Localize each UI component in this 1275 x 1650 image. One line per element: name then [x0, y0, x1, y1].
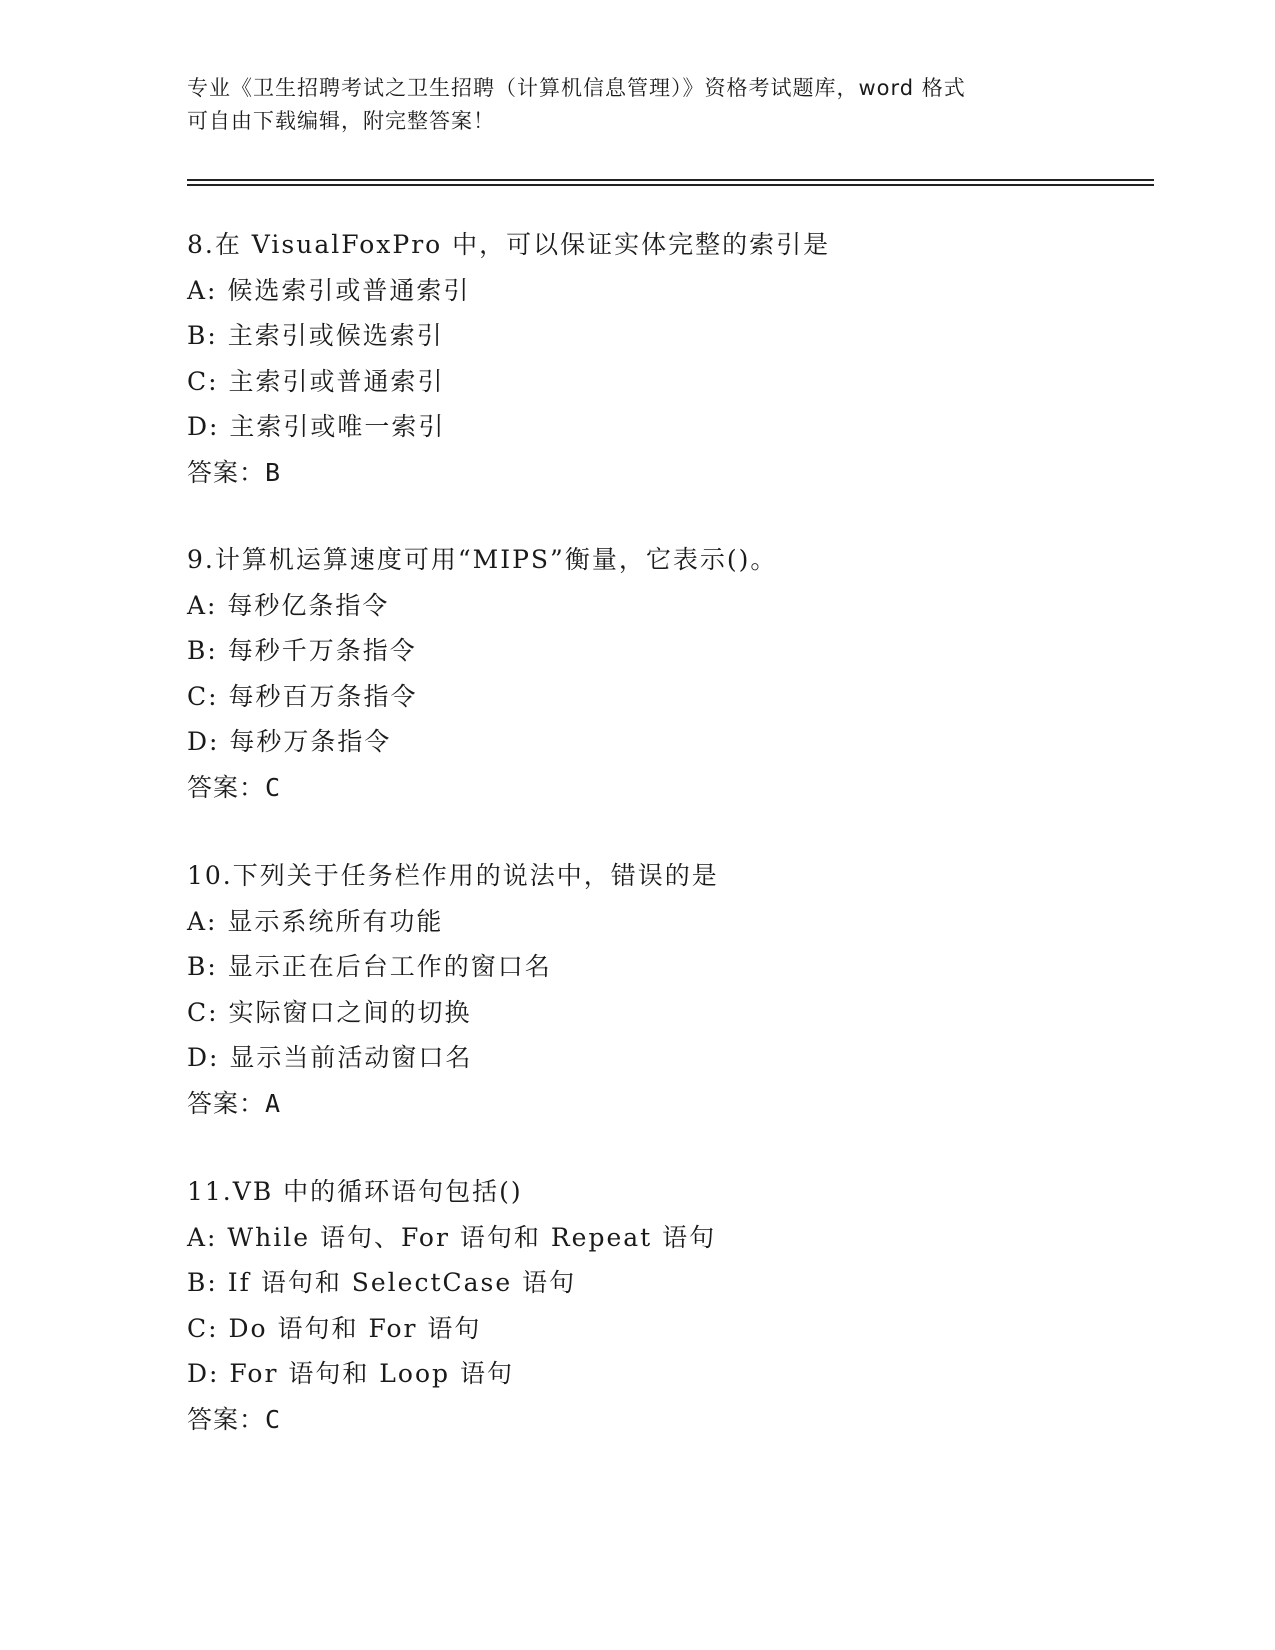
- answer-value: B: [265, 457, 282, 487]
- option-a: A: 每秒亿条指令: [187, 590, 390, 620]
- question-title: 11.VB 中的循环语句包括(): [187, 1177, 523, 1206]
- header-line-2: 可自由下载编辑，附完整答案！: [187, 109, 495, 133]
- option-d: D: 显示当前活动窗口名: [187, 1043, 473, 1072]
- option-b: B: 主索引或候选索引: [187, 321, 444, 350]
- question-9: [187, 537, 1147, 810]
- header-divider-bottom: [187, 184, 1154, 186]
- option-c: C: Do 语句和 For 语句: [187, 1313, 482, 1343]
- option-d: D: 每秒万条指令: [187, 727, 392, 756]
- answer-value: A: [265, 1088, 282, 1118]
- question-8: [187, 222, 1147, 495]
- header-line-1: 专业《卫生招聘考试之卫生招聘（计算机信息管理）》资格考试题库，word 格式: [187, 76, 966, 100]
- option-a: A: While 语句、For 语句和 Repeat 语句: [187, 1222, 717, 1252]
- question-11: [187, 1169, 1147, 1442]
- question-title: 8.在 VisualFoxPro 中，可以保证实体完整的索引是: [187, 230, 831, 259]
- answer-label: 答案：: [187, 1404, 266, 1434]
- option-c: C: 实际窗口之间的切换: [187, 997, 472, 1027]
- document-header: [187, 72, 1087, 138]
- answer-label: 答案：: [187, 772, 266, 802]
- question-title: 10.下列关于任务栏作用的说法中，错误的是: [187, 861, 719, 890]
- option-d: D: For 语句和 Loop 语句: [187, 1359, 514, 1388]
- option-a: A: 候选索引或普通索引: [187, 275, 471, 305]
- question-10: [187, 853, 1147, 1126]
- question-title: 9.计算机运算速度可用“MIPS”衡量，它表示()。: [187, 545, 778, 574]
- option-b: B: 每秒千万条指令: [187, 636, 417, 665]
- answer-value: C: [265, 772, 282, 802]
- option-c: C: 每秒百万条指令: [187, 681, 418, 711]
- option-b: B: 显示正在后台工作的窗口名: [187, 952, 552, 981]
- header-divider-top: [187, 179, 1154, 181]
- answer: [187, 1081, 1147, 1127]
- answer-value: C: [265, 1404, 282, 1434]
- option-a: A: 显示系统所有功能: [187, 906, 444, 936]
- answer: [187, 765, 1147, 811]
- option-d: D: 主索引或唯一索引: [187, 412, 446, 441]
- answer-label: 答案：: [187, 457, 266, 487]
- answer: [187, 1397, 1147, 1443]
- answer-label: 答案：: [187, 1088, 266, 1118]
- answer: [187, 450, 1147, 496]
- option-c: C: 主索引或普通索引: [187, 366, 445, 396]
- option-b: B: If 语句和 SelectCase 语句: [187, 1268, 577, 1297]
